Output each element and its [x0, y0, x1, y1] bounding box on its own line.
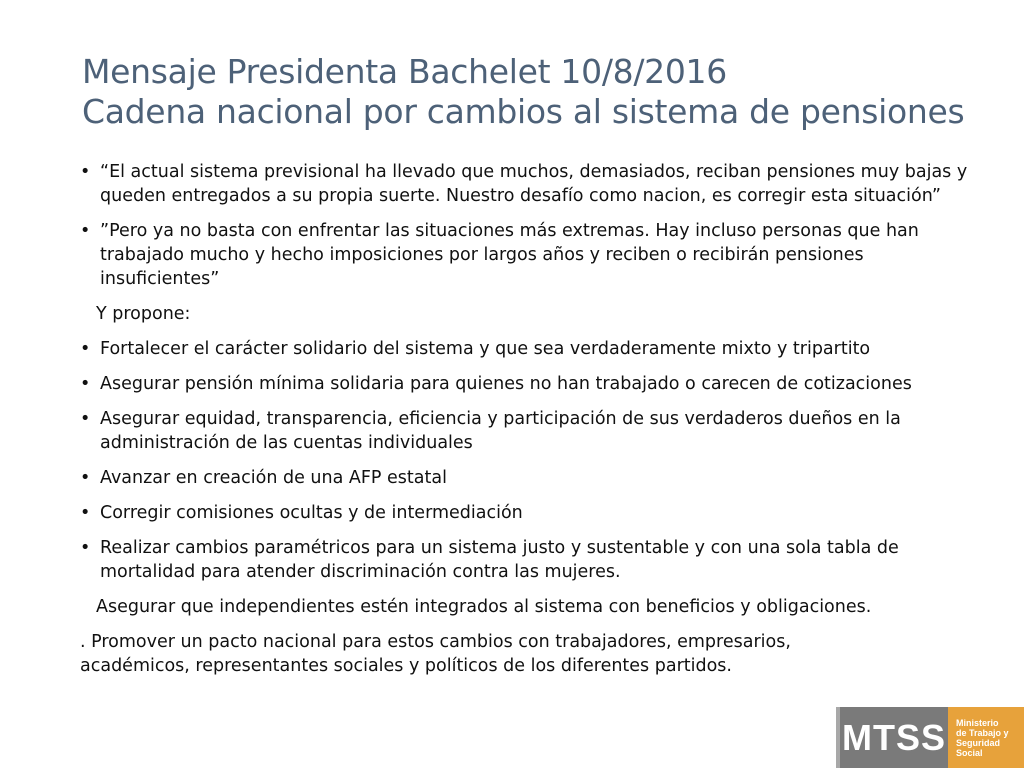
quote-text-2: ”Pero ya no basta con enfrentar las situaciones más extremas. Hay incluso personas que han trabajado mucho y hecho imposiciones por largos años y reciben o recibirán pensiones insuficientes” — [100, 221, 919, 289]
logo-acronym: MTSS — [836, 707, 948, 768]
proposal-text-1: Fortalecer el carácter solidario del sistema y que sea verdaderamente mixto y tripartito — [100, 339, 871, 359]
proposal-bullet-6 — [80, 536, 980, 584]
closing-paragraph: . Promover un pacto nacional para estos cambios con trabajadores, empresarios, académicos, representantes sociales y políticos de los diferentes partidos. — [80, 632, 791, 676]
logo-line-1: Ministerio — [956, 718, 999, 728]
quote-bullet-2 — [80, 219, 980, 291]
proposal-bullet-2 — [80, 372, 980, 396]
propone-label: Y propone: — [96, 304, 191, 324]
logo-line-4: Social — [956, 748, 983, 758]
proposal-bullet-4 — [80, 466, 980, 490]
mtss-logo — [836, 707, 1024, 768]
bullet-dot: • — [80, 221, 91, 241]
proposal-text-2: Asegurar pensión mínima solidaria para quienes no han trabajado o carecen de cotizaciones — [100, 374, 912, 394]
bullet-dot: • — [80, 374, 91, 394]
logo-line-2: de Trabajo y — [956, 728, 1009, 738]
logo-line-3: Seguridad — [956, 738, 1001, 748]
quote-text-1: “El actual sistema previsional ha llevado que muchos, demasiados, reciban pensiones muy bajas y queden entregados a su propia suerte. Nuestro desafío como nacion, es corregir esta situación” — [100, 162, 968, 206]
proposal-text-3: Asegurar equidad, transparencia, eficiencia y participación de sus verdaderos dueños en la administración de las cuentas individuales — [100, 409, 901, 453]
slide-title — [82, 52, 982, 132]
bullet-dot: • — [80, 468, 91, 488]
proposal-bullet-1 — [80, 337, 980, 361]
title-line-1: Mensaje Presidenta Bachelet 10/8/2016 — [82, 52, 727, 91]
bullet-dot: • — [80, 503, 91, 523]
proposal-text-4: Avanzar en creación de una AFP estatal — [100, 468, 447, 488]
proposal-bullet-3 — [80, 407, 980, 455]
proposal-text-6: Realizar cambios paramétricos para un sistema justo y sustentable y con una sola tabla de mortalidad para atender discriminación contra las mujeres. — [100, 538, 899, 582]
quote-bullet-1 — [80, 160, 980, 208]
proposal-text-5: Corregir comisiones ocultas y de intermediación — [100, 503, 523, 523]
bullet-dot: • — [80, 538, 91, 558]
proposal-bullet-5 — [80, 501, 980, 525]
slide-content — [80, 160, 980, 678]
title-line-2: Cadena nacional por cambios al sistema de pensiones — [82, 92, 965, 131]
bullet-dot: • — [80, 339, 91, 359]
independientes-paragraph: Asegurar que independientes estén integrados al sistema con beneficios y obligaciones. — [96, 597, 872, 617]
bullet-dot: • — [80, 162, 91, 182]
logo-ministry-name — [948, 707, 1024, 768]
bullet-dot: • — [80, 409, 91, 429]
